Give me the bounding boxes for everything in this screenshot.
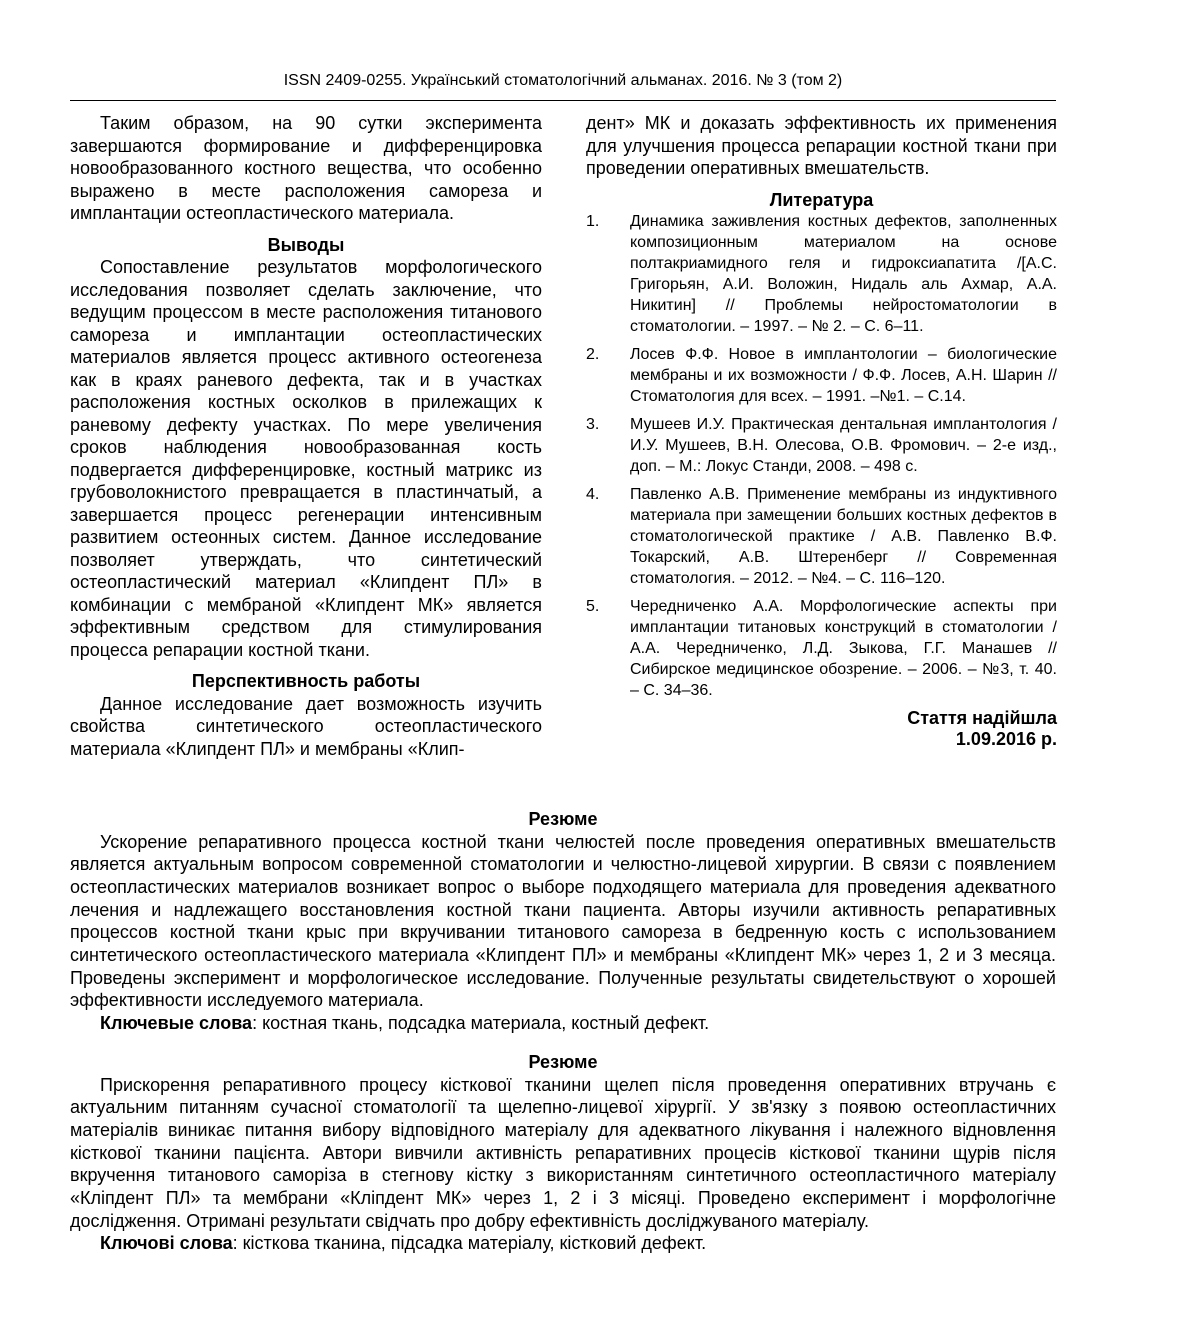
prospects-heading: Перспективность работы [191, 671, 421, 691]
conclusions-heading: Выводы [267, 234, 345, 255]
keywords-label: Ключевые слова [100, 1013, 253, 1034]
references-list [586, 211, 1057, 701]
intro-paragraph: Таким образом, на 90 сутки эксперимента завершаются формирование и дифференцировка новообразованного костного вещества, что особенно выражено в месте расположения самореза и имплантации остеопластического материала. [70, 113, 542, 223]
reference-text: Мушеев И.У. Практическая дентальная имплантология / И.У. Мушеев, В.Н. Олесова, О.В. Фромович. – 2-е изд., доп. – М.: Локус Станди, 2008. – 498 с. [630, 416, 1057, 475]
keywords-text: : костная ткань, подсадка материала, костный дефект. [252, 1013, 710, 1034]
reference-text: Лосев Ф.Ф. Новое в имплантологии – биологические мембраны и их возможности / Ф.Ф. Лосев, А.Н. Шарин // Стоматология для всех. – 1991. –№1. – С.14. [630, 346, 1057, 405]
reference-text: Павленко А.В. Применение мембраны из индуктивного материала при замещении больших костных дефектов в стоматологической практике / А.В. Павленко В.Ф. Токарский, А.В. Штеренберг // Современная стоматология. – 2012. – №4. – С. 116–120. [630, 486, 1057, 587]
keywords-text: : кісткова тканина, підсадка матеріалу, кістковий дефект. [232, 1233, 707, 1254]
reference-item [586, 211, 1057, 337]
resume-russian [70, 808, 1056, 1035]
received-note [586, 708, 1057, 750]
reference-item [586, 414, 1057, 477]
reference-text: Динамика заживления костных дефектов, заполненных композиционным материалом на основе полтакриамидного геля и гидроксиапатита /[А.С. Григорьян, А.И. Воложин, Нидаль аль Ахмар, А.А. Никитин] // Проблемы нейростоматологии в стоматологии. – 1997. – № 2. – С. 6–11. [630, 213, 1057, 335]
resume-ru-text: Ускорение репаративного процесса костной ткани челюстей после проведения оперативных вмешательств является актуальным вопросом современной стоматологии и челюстно-лицевой хирургии. В связи с появлением остеопластических материалов возникает вопрос о выборе подходящего материала для проведения адекватного лечения и надлежащего восстановления костной ткани пациента. Авторы изучили активность репаративных процессов костной ткани крыс при вкручивании титанового самореза в бедренную кость с использованием синтетического остеопластического материала «Клипдент ПЛ» и мембраны «Клипдент МК» через 1, 2 и 3 месяца. Проведены эксперимент и морфологическое исследование. Полученные результаты свидетельствуют о хорошей эффективности исследуемого материала. [70, 831, 1056, 1011]
resume-ua-keywords [70, 1232, 1056, 1255]
reference-number: 2. [586, 346, 600, 363]
resume-ukrainian [70, 1051, 1056, 1255]
reference-number: 3. [586, 416, 600, 433]
resume-ua-heading: Резюме [528, 1052, 598, 1072]
reference-item [586, 484, 1057, 589]
reference-item [586, 344, 1057, 407]
received-label: Стаття надійшла [907, 708, 1057, 728]
resume-ua-text: Прискорення репаративного процесу кісткової тканини щелеп після проведення оперативних втручань є актуальним питанням сучасної стоматології та щелепно-лицевої хірургії. У зв'язку з появою остеопластичних матеріалів виникає питання вибору відповідного матеріалу для адекватного лікування і належного відновлення кісткової тканини пацієнта. Автори вивчили активність репаративних процесів кісткової тканини щурів після вкручення титанового саморіза в стегнову кістку з використанням синтетичного остеопластичного матеріалу «Кліпдент ПЛ» та мембрани «Кліпдент МК» через 1, 2 і 3 місяці. Проведено експеримент і морфологічне дослідження. Отримані результати свідчать про добру ефективність досліджуваного матеріалу. [70, 1074, 1056, 1231]
received-date: 1.09.2016 р. [955, 729, 1057, 749]
conclusions-paragraph: Сопоставление результатов морфологического исследования позволяет сделать заключение, что ведущим процессом в месте расположения титанового самореза и имплантации остеопластических материалов является процесс активного остеогенеза как в краях раневого дефекта, так и в участках расположения костных осколков в прилежащих к раневому дефекту участках. По мере увеличения сроков наблюдения новообразованная кость подвергается дифференцировке, костный матрикс из грубоволокнистого превращается в пластинчатый, а завершается процесс регенерации интенсивным развитием остеонных систем. Данное исследование позволяет утверждать, что синтетический остеопластический материал «Клипдент ПЛ» в комбинации с мембраной «Клипдент МК» является эффективным средством для стимулирования процесса репарации костной ткани. [70, 257, 542, 660]
reference-text: Чередниченко А.А. Морфологические аспекты при имплантации титановых конструкций в стоматологии / А.А. Чередниченко, Л.Д. Зыкова, Г.Г. Манашев // Сибирское медицинское обозрение. – 2006. – №3, т. 40. – С. 34–36. [630, 598, 1057, 699]
references-heading: Литература [769, 189, 874, 210]
running-header: ISSN 2409-0255. Український стоматологічний альманах. 2016. № 3 (том 2) [283, 72, 843, 89]
spacer [70, 661, 542, 670]
resume-ru-keywords [70, 1012, 1056, 1035]
right-column [586, 112, 1057, 750]
header-rule [70, 100, 1056, 101]
prospects-paragraph: Данное исследование дает возможность изучить свойства синтетического остеопластического материала «Клипдент ПЛ» и мембраны «Клип- [70, 693, 542, 759]
reference-number: 5. [586, 598, 600, 615]
reference-number: 1. [586, 213, 600, 230]
continuation-paragraph: дент» МК и доказать эффективность их применения для улучшения процесса репарации костной ткани при проведении оперативных вмешательств. [586, 113, 1057, 178]
reference-item [586, 596, 1057, 701]
keywords-label: Ключові слова [100, 1233, 233, 1254]
reference-number: 4. [586, 486, 600, 503]
resume-ru-heading: Резюме [528, 809, 598, 829]
left-column [70, 112, 542, 760]
spacer [586, 180, 1057, 189]
spacer [70, 225, 542, 234]
